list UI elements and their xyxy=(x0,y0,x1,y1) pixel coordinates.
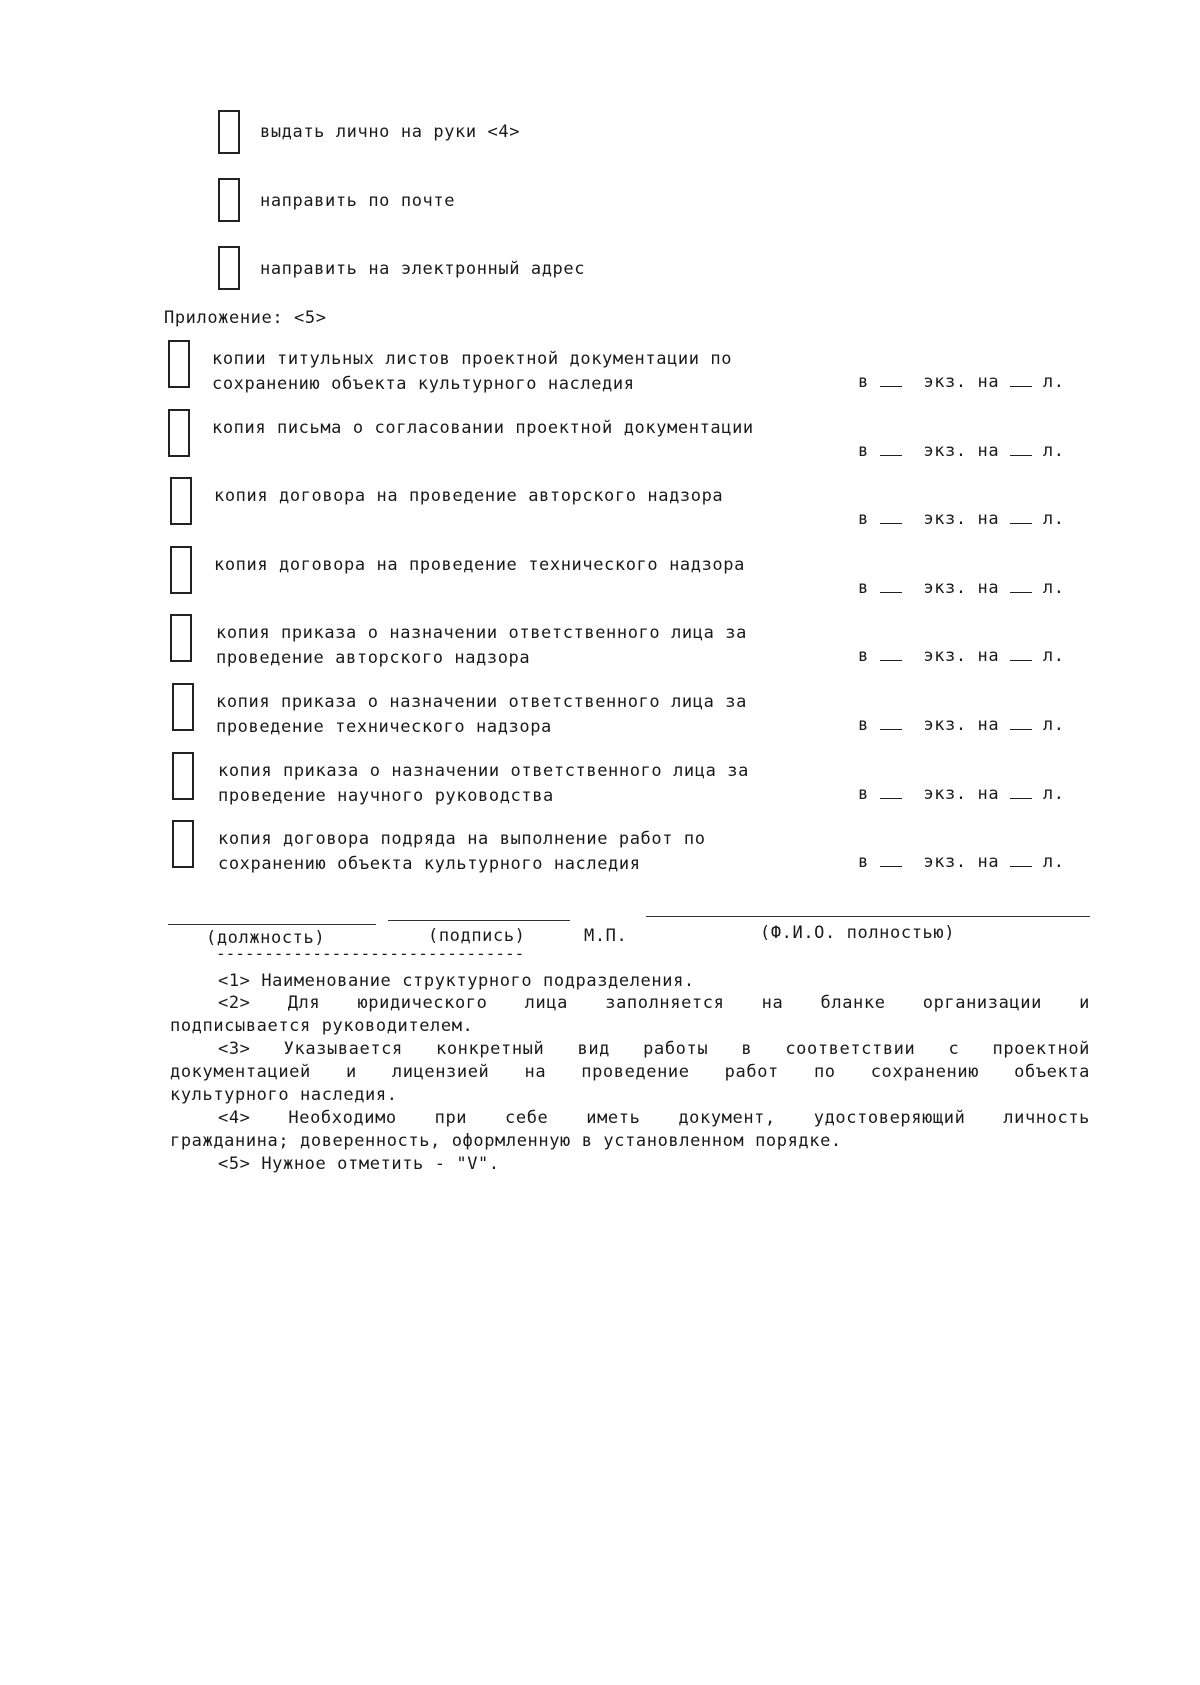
delivery-checkbox-3[interactable] xyxy=(218,246,240,290)
attachment-label-6-line-1: копия приказа о назначении ответственного лица за xyxy=(216,692,747,712)
signature-line xyxy=(388,920,570,921)
copies-blank[interactable] xyxy=(880,850,902,867)
attachment-label-8-line-1: копия договора подряда на выполнение работ по xyxy=(218,829,706,849)
copies-blank[interactable] xyxy=(880,713,902,730)
footnote-3-line-2: документацией и лицензией на проведение работ по сохранению объекта xyxy=(170,1062,1090,1082)
attachment-checkbox-4[interactable] xyxy=(170,546,192,594)
qty-v: в xyxy=(858,852,869,872)
position-line xyxy=(168,924,376,925)
qty-l: л. xyxy=(1042,646,1065,666)
delivery-option-label-1: выдать лично на руки <4> xyxy=(260,122,521,142)
attachment-checkbox-6[interactable] xyxy=(172,683,194,731)
attachment-label-1-line-2: сохранению объекта культурного наследия xyxy=(212,374,635,394)
qty-l: л. xyxy=(1042,578,1065,598)
attachment-quantity-5 xyxy=(858,644,1065,669)
attachment-quantity-2 xyxy=(858,439,1065,464)
qty-ekz-na: экз. на xyxy=(923,852,1000,872)
footnote-2-line-2: подписывается руководителем. xyxy=(170,1016,474,1036)
attachment-label-4-line-1: копия договора на проведение технического надзора xyxy=(214,555,745,575)
stamp-caption: М.П. xyxy=(584,926,628,946)
sheets-blank[interactable] xyxy=(1010,507,1032,524)
attachment-checkbox-1[interactable] xyxy=(168,340,190,388)
attachment-label-5-line-1: копия приказа о назначении ответственного лица за xyxy=(216,623,747,643)
footnote-2-line-1: <2> Для юридического лица заполняется на бланке организации и xyxy=(218,993,1090,1013)
qty-l: л. xyxy=(1042,852,1065,872)
attachment-quantity-3 xyxy=(858,507,1065,532)
sheets-blank[interactable] xyxy=(1010,644,1032,661)
qty-l: л. xyxy=(1042,509,1065,529)
copies-blank[interactable] xyxy=(880,782,902,799)
delivery-checkbox-2[interactable] xyxy=(218,178,240,222)
fio-caption: (Ф.И.О. полностью) xyxy=(760,923,956,943)
sheets-blank[interactable] xyxy=(1010,782,1032,799)
qty-v: в xyxy=(858,715,869,735)
attachment-heading: Приложение: <5> xyxy=(164,308,327,328)
copies-blank[interactable] xyxy=(880,439,902,456)
attachment-label-8-line-2: сохранению объекта культурного наследия xyxy=(218,854,641,874)
qty-ekz-na: экз. на xyxy=(923,372,1000,392)
footnote-4-line-2: гражданина; доверенность, оформленную в установленном порядке. xyxy=(170,1131,842,1151)
qty-v: в xyxy=(858,578,869,598)
attachment-label-7-line-1: копия приказа о назначении ответственного лица за xyxy=(218,761,749,781)
qty-v: в xyxy=(858,646,869,666)
attachment-quantity-6 xyxy=(858,713,1065,738)
attachment-quantity-1 xyxy=(858,370,1065,395)
copies-blank[interactable] xyxy=(880,644,902,661)
copies-blank[interactable] xyxy=(880,507,902,524)
copies-blank[interactable] xyxy=(880,576,902,593)
qty-l: л. xyxy=(1042,372,1065,392)
qty-ekz-na: экз. на xyxy=(923,646,1000,666)
copies-blank[interactable] xyxy=(880,370,902,387)
delivery-option-label-3: направить на электронный адрес xyxy=(260,259,586,279)
footnote-3-line-3: культурного наследия. xyxy=(170,1085,398,1105)
attachment-label-3-line-1: копия договора на проведение авторского надзора xyxy=(214,486,724,506)
delivery-checkbox-1[interactable] xyxy=(218,110,240,154)
qty-l: л. xyxy=(1042,441,1065,461)
qty-ekz-na: экз. на xyxy=(923,715,1000,735)
qty-ekz-na: экз. на xyxy=(923,509,1000,529)
sheets-blank[interactable] xyxy=(1010,713,1032,730)
footnote-4-line-1: <4> Необходимо при себе иметь документ, удостоверяющий личность xyxy=(218,1108,1090,1128)
footnote-1: <1> Наименование структурного подразделения. xyxy=(218,971,695,991)
sheets-blank[interactable] xyxy=(1010,439,1032,456)
attachment-quantity-7 xyxy=(858,782,1065,807)
fio-line xyxy=(646,916,1090,917)
attachment-label-6-line-2: проведение технического надзора xyxy=(216,717,552,737)
footnote-5: <5> Нужное отметить - "V". xyxy=(218,1154,500,1174)
attachment-label-2-line-1: копия письма о согласовании проектной документации xyxy=(212,418,754,438)
qty-v: в xyxy=(858,441,869,461)
attachment-checkbox-5[interactable] xyxy=(170,614,192,662)
qty-ekz-na: экз. на xyxy=(923,784,1000,804)
qty-v: в xyxy=(858,372,869,392)
attachment-quantity-4 xyxy=(858,576,1065,601)
qty-l: л. xyxy=(1042,784,1065,804)
attachment-label-1-line-1: копии титульных листов проектной документации по xyxy=(212,349,733,369)
qty-v: в xyxy=(858,784,869,804)
qty-v: в xyxy=(858,509,869,529)
sheets-blank[interactable] xyxy=(1010,576,1032,593)
attachment-checkbox-7[interactable] xyxy=(172,752,194,800)
attachment-checkbox-8[interactable] xyxy=(172,820,194,868)
attachment-label-7-line-2: проведение научного руководства xyxy=(218,786,554,806)
qty-ekz-na: экз. на xyxy=(923,578,1000,598)
signature-caption: (подпись) xyxy=(428,926,526,946)
sheets-blank[interactable] xyxy=(1010,850,1032,867)
delivery-option-label-2: направить по почте xyxy=(260,191,456,211)
attachment-checkbox-3[interactable] xyxy=(170,477,192,525)
footnote-3-line-1: <3> Указывается конкретный вид работы в соответствии с проектной xyxy=(218,1039,1090,1059)
attachment-quantity-8 xyxy=(858,850,1065,875)
qty-l: л. xyxy=(1042,715,1065,735)
attachment-checkbox-2[interactable] xyxy=(168,409,190,457)
attachment-label-5-line-2: проведение авторского надзора xyxy=(216,648,531,668)
sheets-blank[interactable] xyxy=(1010,370,1032,387)
position-caption: (должность) xyxy=(206,928,326,948)
footnote-separator: -------------------------------- xyxy=(216,944,525,963)
qty-ekz-na: экз. на xyxy=(923,441,1000,461)
